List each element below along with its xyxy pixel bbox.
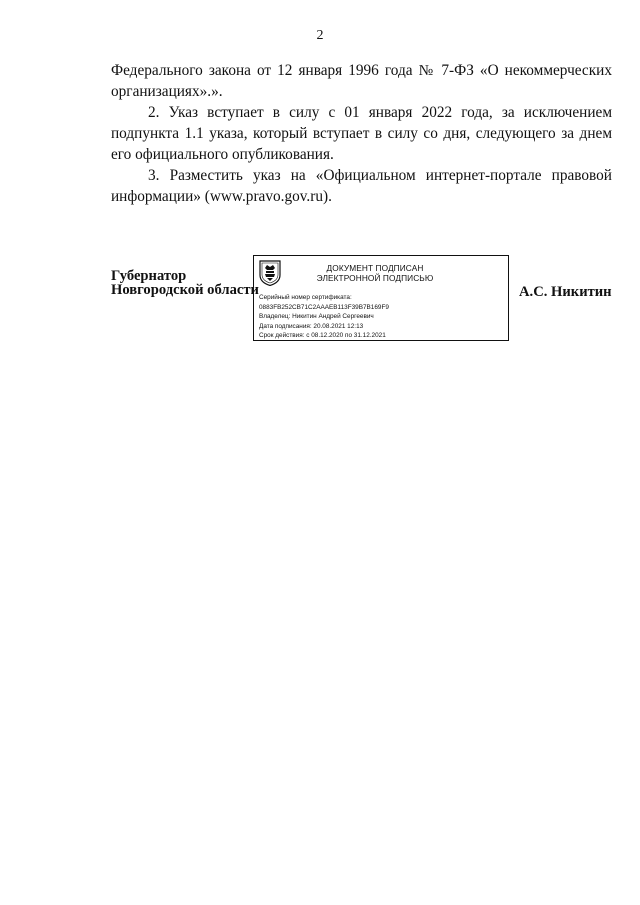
stamp-title-line-2: ЭЛЕКТРОННОЙ ПОДПИСЬЮ <box>316 273 434 283</box>
signer-position-line-2: Новгородской области <box>111 282 259 298</box>
electronic-signature-stamp <box>253 255 509 341</box>
certificate-serial-label: Серийный номер сертификата: <box>259 294 352 301</box>
certificate-owner: Владелец: Никитин Андрей Сергеевич <box>259 313 374 321</box>
signer-position-line-1: Губернатор <box>111 268 187 284</box>
paragraph-item-3: 3. Разместить указ на «Официальном интернет-портале правовой информации» (www.pravo.gov.ru). <box>111 167 612 205</box>
coat-of-arms-icon <box>259 260 281 286</box>
certificate-serial-value: 0883FB252CB71C2AAAEB113F39B7B169F9 <box>259 303 389 311</box>
paragraph-item-2: 2. Указ вступает в силу с 01 января 2022 года, за исключением подпункта 1.1 указа, который вступает в силу со дня, следующего за днем его официального опубликования. <box>111 104 612 163</box>
signer-position <box>111 269 259 297</box>
certificate-validity: Срок действия: с 08.12.2020 по 31.12.2021 <box>259 332 386 340</box>
signer-name: А.С. Никитин <box>519 284 612 300</box>
stamp-title-line-1: ДОКУМЕНТ ПОДПИСАН <box>326 263 424 273</box>
document-body <box>111 60 612 207</box>
paragraph-continuation: Федерального закона от 12 января 1996 года № 7-ФЗ «О некоммерческих организациях».». <box>111 62 612 100</box>
signing-date: Дата подписания: 20.08.2021 12:13 <box>259 322 364 330</box>
page-number: 2 <box>316 28 324 43</box>
stamp-details <box>259 293 389 341</box>
signature-block <box>0 255 640 345</box>
stamp-title <box>290 263 460 283</box>
